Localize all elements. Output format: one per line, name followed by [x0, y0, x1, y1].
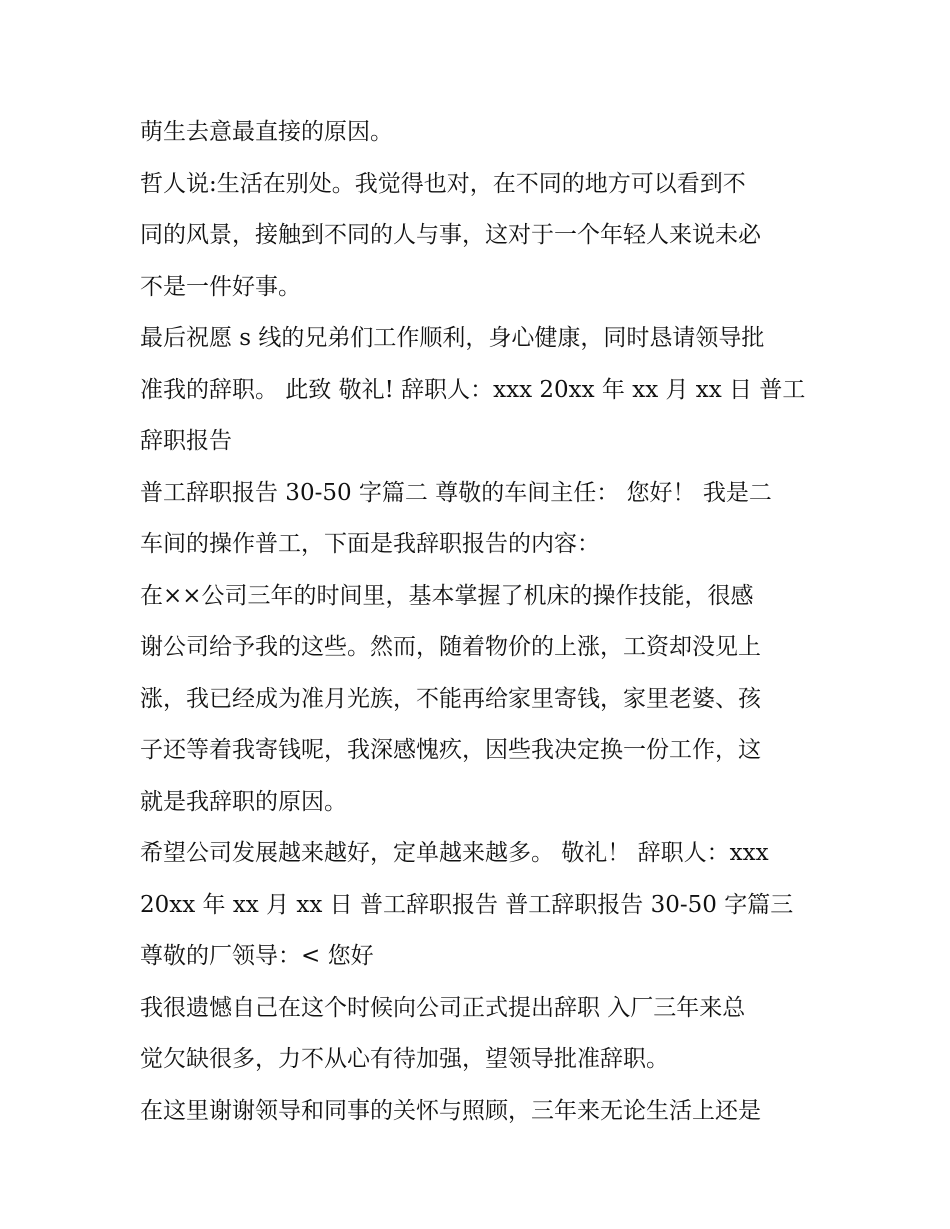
text-line: 辞职报告: [140, 428, 232, 454]
text-line: 子还等着我寄钱呢，我深感愧疚，因些我决定换一份工作，这: [140, 737, 761, 763]
text-line: 同的风景，接触到不同的人与事，这对于一个年轻人来说未必: [140, 222, 761, 248]
text-line: 准我的辞职。 此致 敬礼! 辞职人：xxx 20xx 年 xx 月 xx 日 普工: [140, 376, 806, 403]
text-line: 觉欠缺很多，力不从心有待加强，望领导批准辞职。: [140, 1046, 669, 1072]
text-line: 在××公司三年的时间里，基本掌握了机床的操作技能，很感: [140, 582, 754, 609]
text-line: 涨，我已经成为准月光族，不能再给家里寄钱，家里老婆、孩: [140, 685, 761, 712]
text-line: 在这里谢谢领导和同事的关怀与照顾，三年来无论生活上还是: [140, 1097, 761, 1124]
text-line: 尊敬的厂领导：< 您好: [140, 943, 374, 969]
text-line: 希望公司发展越来越好，定单越来越多。 敬礼！ 辞职人：xxx: [140, 840, 769, 866]
text-line: 20xx 年 xx 月 xx 日 普工辞职报告 普工辞职报告 30-50 字篇三: [140, 891, 794, 918]
text-line: 谢公司给予我的这些。然而，随着物价的上涨，工资却没见上: [140, 634, 761, 660]
text-line: 萌生去意最直接的原因。: [140, 119, 393, 145]
text-line: 不是一件好事。: [140, 273, 301, 300]
text-line: 哲人说:生活在别处。我觉得也对，在不同的地方可以看到不: [140, 170, 746, 197]
text-line: 车间的操作普工，下面是我辞职报告的内容：: [140, 531, 600, 557]
document-body: [140, 107, 820, 1137]
text-line: 我很遗憾自己在这个时候向公司正式提出辞职 入厂三年来总: [140, 994, 746, 1021]
text-line: 最后祝愿 s 线的兄弟们工作顺利，身心健康，同时恳请领导批: [140, 325, 765, 351]
text-line: 普工辞职报告 30-50 字篇二 尊敬的车间主任： 您好！ 我是二: [140, 479, 772, 506]
text-line: 就是我辞职的原因。: [140, 788, 347, 815]
